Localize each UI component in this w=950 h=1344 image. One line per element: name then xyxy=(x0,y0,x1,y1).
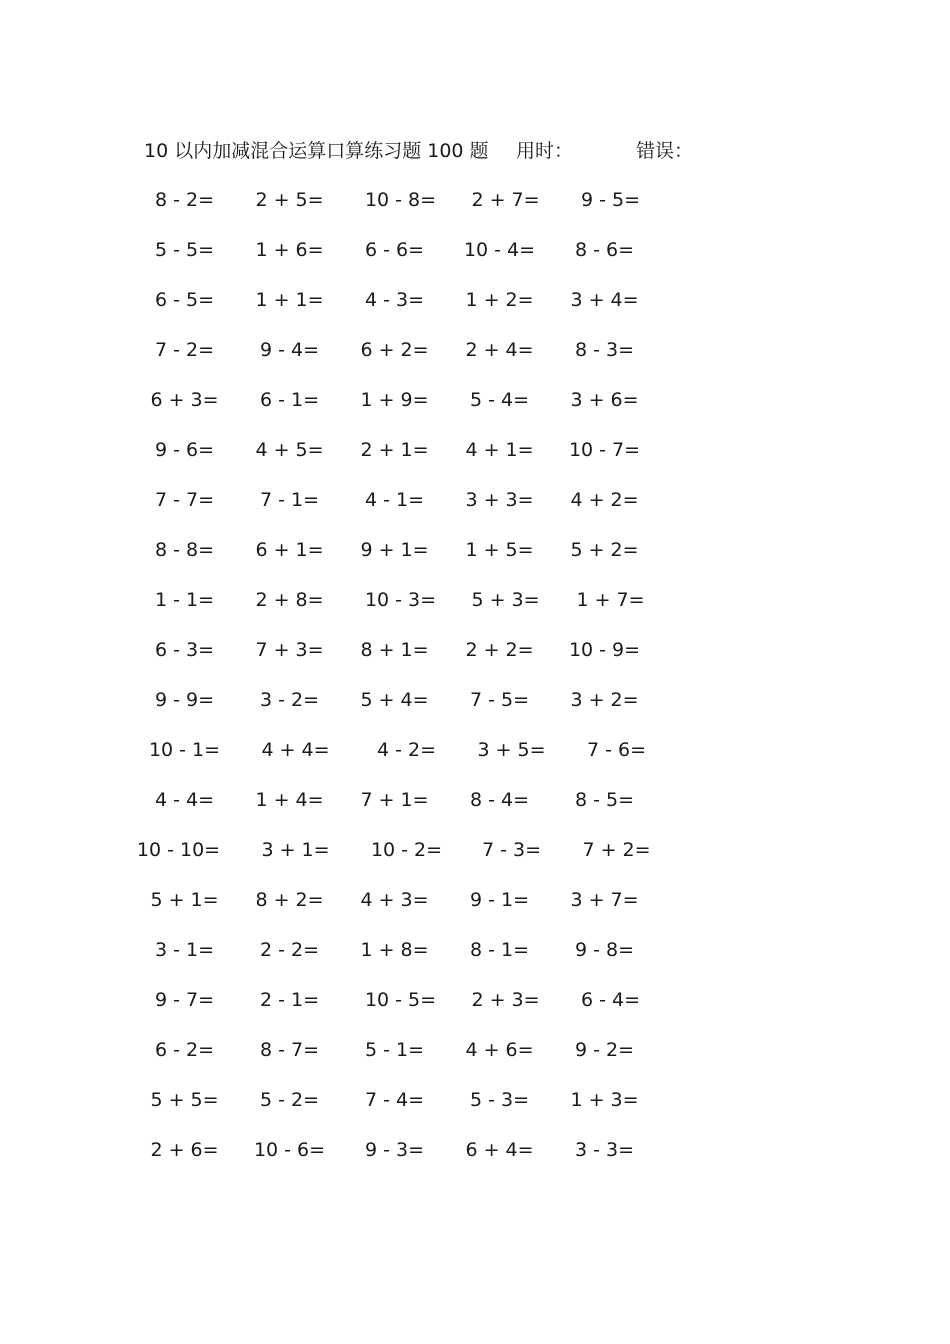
problem-cell: 1 + 8= xyxy=(360,939,429,961)
problem-cell: 4 - 4= xyxy=(154,789,215,811)
problem-row xyxy=(0,675,950,725)
problem-cell: 2 + 6= xyxy=(150,1139,219,1161)
problem-cell: 1 + 1= xyxy=(255,289,324,311)
problem-cell: 6 - 4= xyxy=(580,989,641,1011)
problem-cell: 7 + 1= xyxy=(360,789,429,811)
problem-cell: 4 + 6= xyxy=(465,1039,534,1061)
problem-row xyxy=(0,1025,950,1075)
errors-label: 错误： xyxy=(636,140,694,162)
problem-row xyxy=(0,475,950,525)
problem-cell: 8 - 8= xyxy=(154,539,215,561)
problem-cell: 5 - 2= xyxy=(259,1089,320,1111)
problem-cell: 6 - 3= xyxy=(154,639,215,661)
problem-cell: 7 - 2= xyxy=(154,339,215,361)
problem-cell: 2 + 1= xyxy=(360,439,429,461)
problem-cell: 4 + 2= xyxy=(570,489,639,511)
problem-cell: 6 - 2= xyxy=(154,1039,215,1061)
problem-cell: 3 - 2= xyxy=(259,689,320,711)
problem-cell: 8 - 7= xyxy=(259,1039,320,1061)
problem-cell: 9 - 3= xyxy=(364,1139,425,1161)
problem-cell: 8 + 2= xyxy=(255,889,324,911)
problem-cell: 6 + 2= xyxy=(360,339,429,361)
problem-cell: 6 - 6= xyxy=(364,239,425,261)
problem-cell: 9 - 4= xyxy=(259,339,320,361)
problem-row xyxy=(0,725,950,775)
problem-cell: 7 - 1= xyxy=(259,489,320,511)
problem-cell: 2 + 4= xyxy=(465,339,534,361)
problem-cell: 7 - 7= xyxy=(154,489,215,511)
problem-cell: 3 + 5= xyxy=(477,739,546,761)
problem-cell: 8 - 2= xyxy=(154,189,215,211)
problem-cell: 4 - 1= xyxy=(364,489,425,511)
problem-cell: 8 - 3= xyxy=(574,339,635,361)
problem-cell: 1 + 2= xyxy=(465,289,534,311)
problem-cell: 3 - 3= xyxy=(574,1139,635,1161)
problem-row xyxy=(0,525,950,575)
problem-row xyxy=(0,925,950,975)
problem-cell: 2 + 2= xyxy=(465,639,534,661)
problem-cell: 8 - 5= xyxy=(574,789,635,811)
problem-cell: 5 + 2= xyxy=(570,539,639,561)
problem-cell: 7 - 6= xyxy=(586,739,647,761)
problem-cell: 9 - 5= xyxy=(580,189,641,211)
problem-cell: 10 - 7= xyxy=(568,439,641,461)
problem-cell: 10 - 8= xyxy=(364,189,437,211)
problem-cell: 3 - 1= xyxy=(154,939,215,961)
problem-cell: 2 + 5= xyxy=(255,189,324,211)
problem-cell: 4 + 5= xyxy=(255,439,324,461)
problem-cell: 5 + 4= xyxy=(360,689,429,711)
problem-cell: 10 - 9= xyxy=(568,639,641,661)
problem-cell: 1 + 7= xyxy=(576,589,645,611)
problem-cell: 7 - 5= xyxy=(469,689,530,711)
problem-cell: 5 + 1= xyxy=(150,889,219,911)
problem-cell: 1 + 3= xyxy=(570,1089,639,1111)
problem-cell: 10 - 5= xyxy=(364,989,437,1011)
problem-row xyxy=(0,775,950,825)
problem-row xyxy=(0,425,950,475)
problem-cell: 8 - 1= xyxy=(469,939,530,961)
problem-row xyxy=(0,575,950,625)
problem-row xyxy=(0,625,950,675)
problem-cell: 9 + 1= xyxy=(360,539,429,561)
problem-cell: 10 - 2= xyxy=(370,839,443,861)
problem-cell: 6 - 1= xyxy=(259,389,320,411)
problem-cell: 7 + 2= xyxy=(582,839,651,861)
problem-cell: 7 + 3= xyxy=(255,639,324,661)
problem-cell: 6 + 4= xyxy=(465,1139,534,1161)
problem-cell: 4 + 3= xyxy=(360,889,429,911)
problem-cell: 2 - 2= xyxy=(259,939,320,961)
problem-cell: 6 - 5= xyxy=(154,289,215,311)
problem-cell: 1 + 5= xyxy=(465,539,534,561)
problem-cell: 4 + 1= xyxy=(465,439,534,461)
problem-cell: 10 - 6= xyxy=(253,1139,326,1161)
problem-row xyxy=(0,975,950,1025)
problem-row xyxy=(0,325,950,375)
problem-cell: 5 - 4= xyxy=(469,389,530,411)
problem-cell: 1 + 6= xyxy=(255,239,324,261)
problem-cell: 3 + 7= xyxy=(570,889,639,911)
problem-cell: 7 - 3= xyxy=(481,839,542,861)
problem-cell: 2 + 8= xyxy=(255,589,324,611)
problem-cell: 6 + 3= xyxy=(150,389,219,411)
problem-cell: 9 - 1= xyxy=(469,889,530,911)
problem-cell: 8 + 1= xyxy=(360,639,429,661)
problem-cell: 1 - 1= xyxy=(154,589,215,611)
problem-cell: 7 - 4= xyxy=(364,1089,425,1111)
problem-row xyxy=(0,175,950,225)
problem-cell: 9 - 8= xyxy=(574,939,635,961)
problem-cell: 9 - 9= xyxy=(154,689,215,711)
problem-cell: 10 - 4= xyxy=(463,239,536,261)
problem-cell: 5 + 5= xyxy=(150,1089,219,1111)
problem-cell: 9 - 6= xyxy=(154,439,215,461)
problem-row xyxy=(0,275,950,325)
problem-row xyxy=(0,875,950,925)
worksheet-header xyxy=(0,137,950,165)
problem-cell: 10 - 3= xyxy=(364,589,437,611)
problem-cell: 8 - 4= xyxy=(469,789,530,811)
problem-cell: 1 + 9= xyxy=(360,389,429,411)
problem-cell: 3 + 6= xyxy=(570,389,639,411)
problem-cell: 3 + 3= xyxy=(465,489,534,511)
problem-cell: 2 + 7= xyxy=(471,189,540,211)
problem-cell: 4 - 2= xyxy=(376,739,437,761)
problem-row xyxy=(0,225,950,275)
problem-row xyxy=(0,375,950,425)
problem-cell: 4 - 3= xyxy=(364,289,425,311)
worksheet-title: 10 以内加减混合运算口算练习题 100 题 xyxy=(144,140,489,162)
problem-cell: 9 - 2= xyxy=(574,1039,635,1061)
problem-cell: 10 - 1= xyxy=(148,739,221,761)
problem-cell: 10 - 10= xyxy=(136,839,221,861)
problem-cell: 5 + 3= xyxy=(471,589,540,611)
time-used-label: 用时： xyxy=(516,140,574,162)
problem-row xyxy=(0,1075,950,1125)
problem-cell: 2 - 1= xyxy=(259,989,320,1011)
problem-cell: 5 - 5= xyxy=(154,239,215,261)
problem-cell: 3 + 2= xyxy=(570,689,639,711)
problem-row xyxy=(0,1125,950,1175)
problem-cell: 8 - 6= xyxy=(574,239,635,261)
problem-cell: 5 - 1= xyxy=(364,1039,425,1061)
problem-cell: 5 - 3= xyxy=(469,1089,530,1111)
problem-cell: 6 + 1= xyxy=(255,539,324,561)
problem-cell: 1 + 4= xyxy=(255,789,324,811)
problem-cell: 9 - 7= xyxy=(154,989,215,1011)
problem-cell: 3 + 1= xyxy=(261,839,330,861)
problem-cell: 3 + 4= xyxy=(570,289,639,311)
problem-cell: 2 + 3= xyxy=(471,989,540,1011)
problem-cell: 4 + 4= xyxy=(261,739,330,761)
problem-row xyxy=(0,825,950,875)
